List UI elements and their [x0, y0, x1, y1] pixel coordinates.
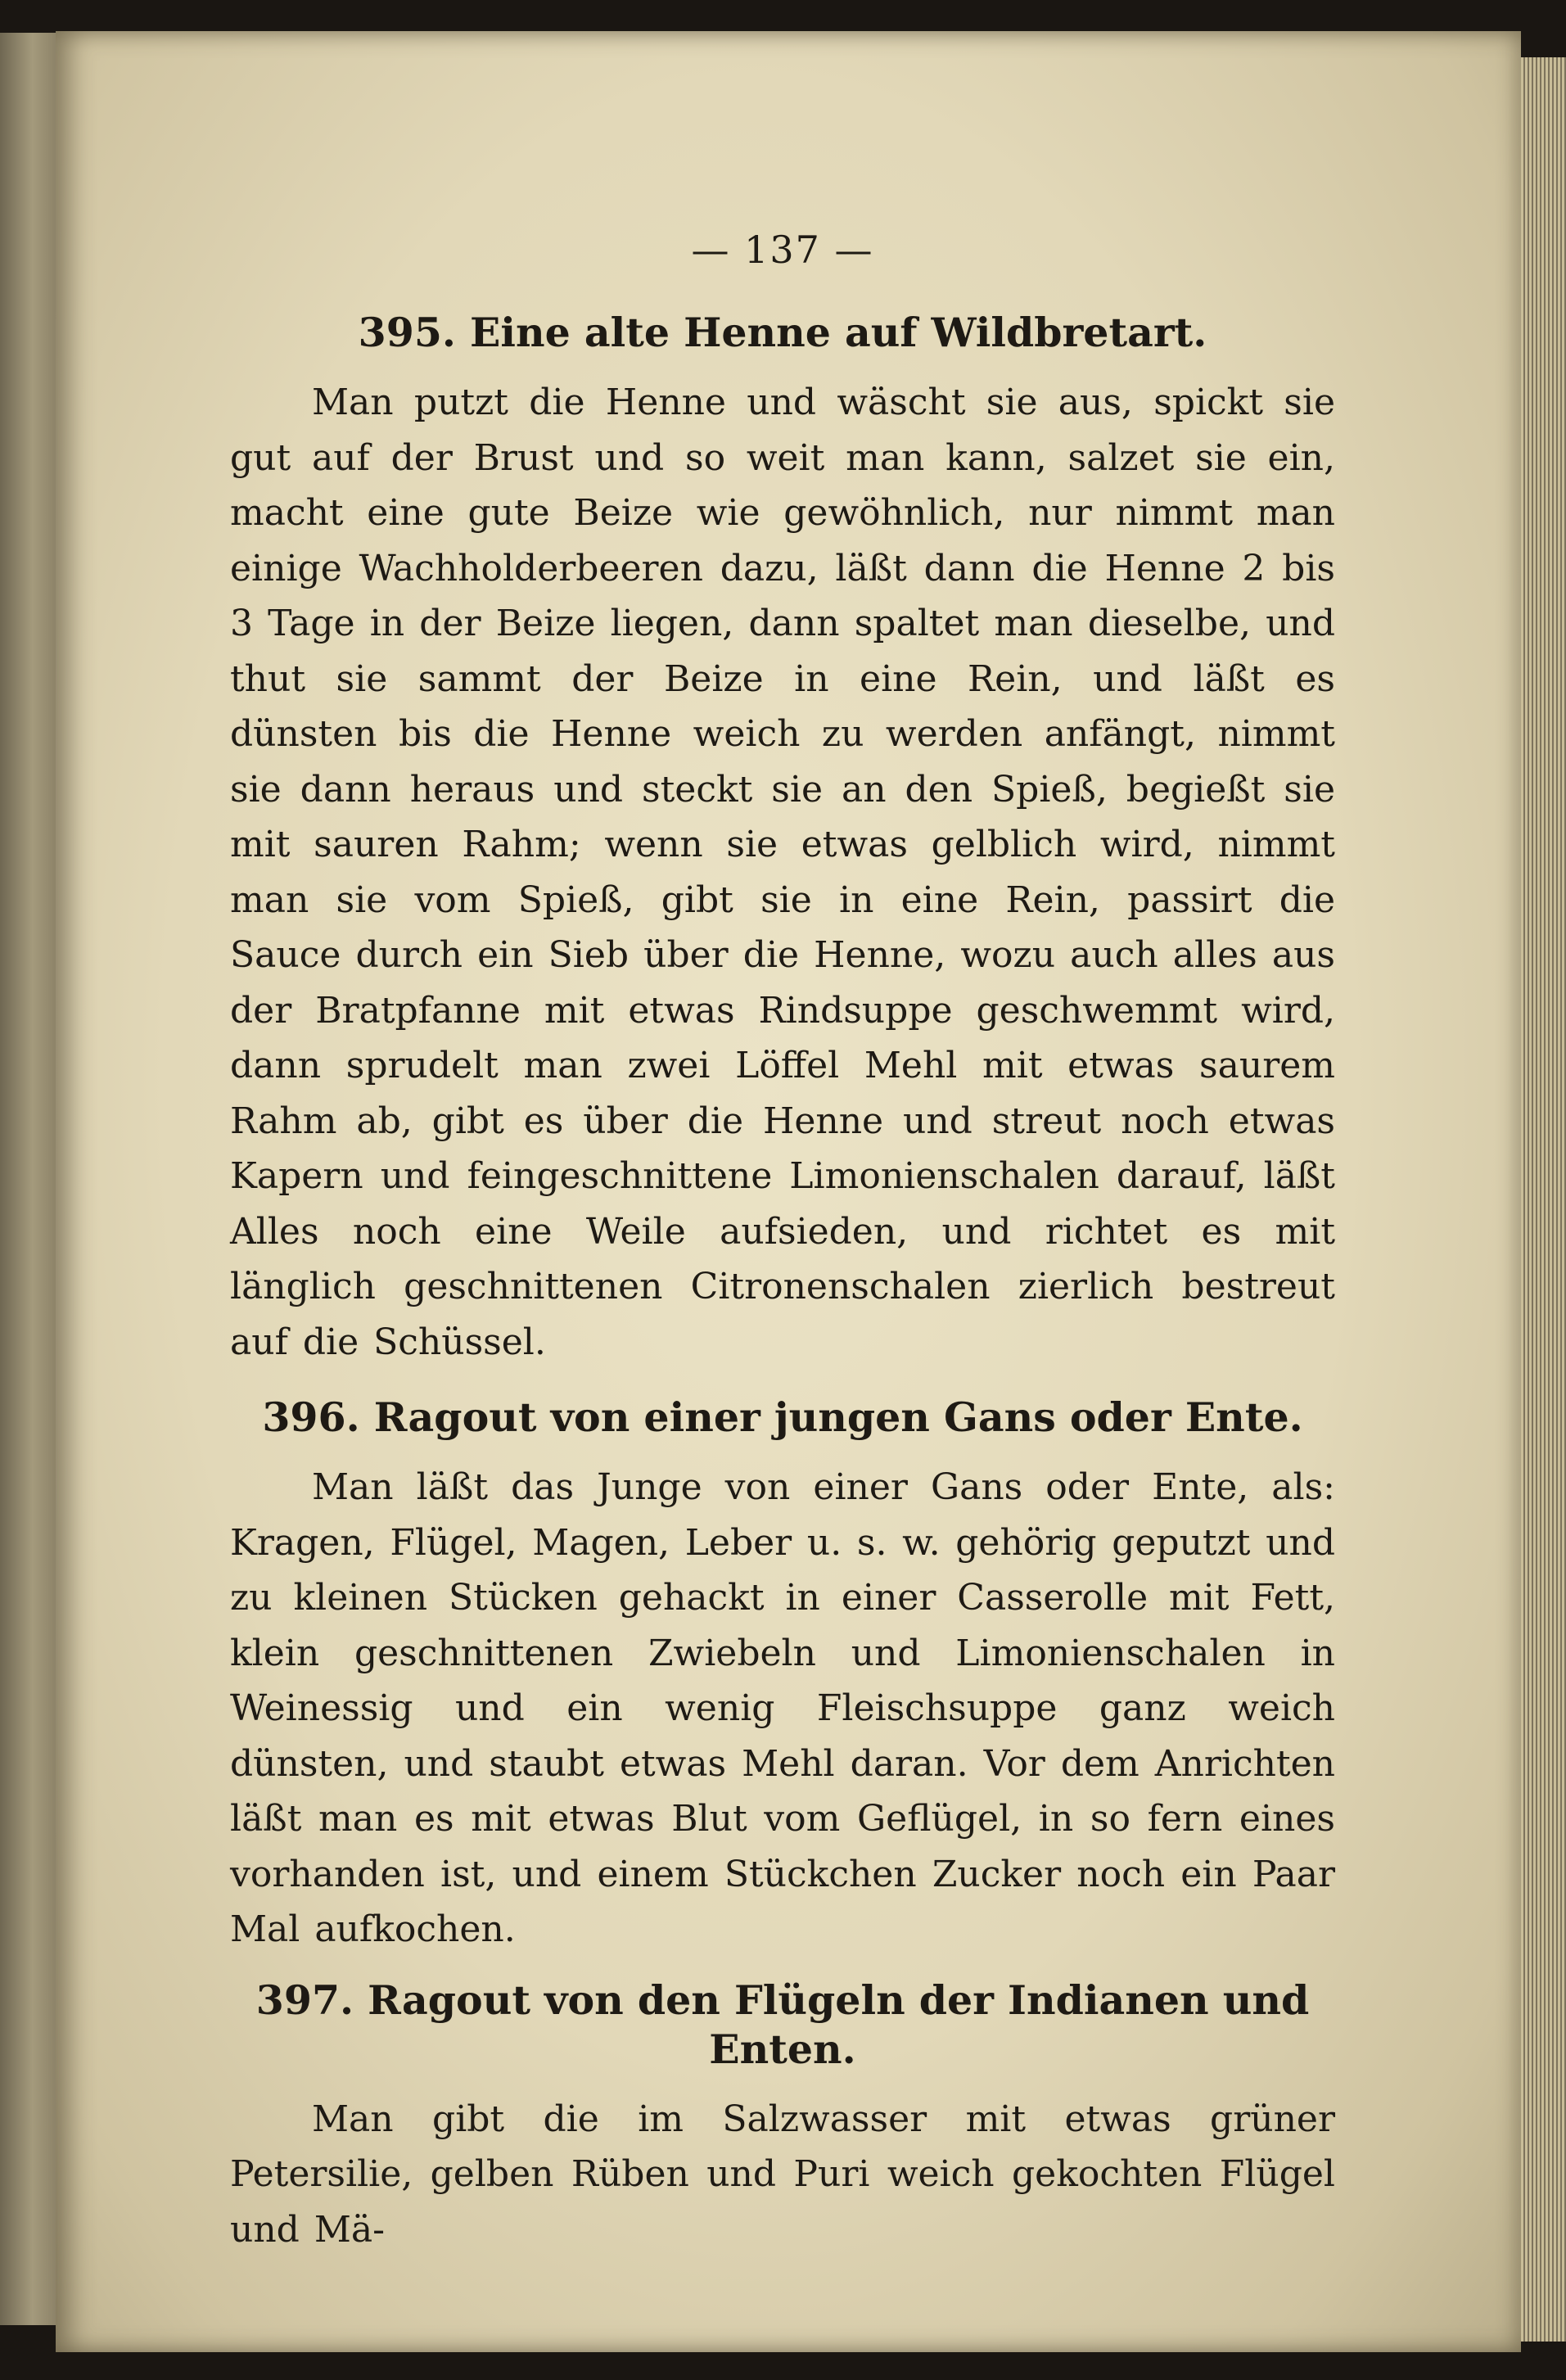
- recipe-heading: 397. Ragout von den Flügeln der Indianen und Enten.: [255, 1976, 1310, 2073]
- recipe-body: Man gibt die im Salzwasser mit etwas grüner Petersilie, gelben Rüben und Puri weich gekochten Flügel und Mä-: [230, 2098, 1335, 2251]
- recipe-body: Man putzt die Henne und wäscht sie aus, spickt sie gut auf der Brust und so weit man kann, salzet sie ein, macht eine gute Beize wie gewöhnlich, nur nimmt man einige Wachholderbeeren dazu, läßt dann die Henne 2 bis 3 Tage in der Beize liegen, dann spaltet man dieselbe, und thut sie sammt der Beize in eine Rein, und läßt es dünsten bis die Henne weich zu werden anfängt, nimmt sie dann heraus und steckt sie an den Spieß, begießt sie mit sauren Rahm; wenn sie etwas gelblich wird, nimmt man sie vom Spieß, gibt sie in eine Rein, passirt die Sauce durch ein Sieb über die Henne, wozu auch alles aus der Bratpfanne mit etwas Rindsuppe geschwemmt wird, dann sprudelt man zwei Löffel Mehl mit etwas saurem Rahm ab, gibt es über die Henne und streut noch etwas Kapern und feingeschnittene Limonienschalen darauf, läßt Alles noch eine Weile aufsieden, und richtet es mit länglich geschnittenen Citronenschalen zierlich bestreut auf die Schüssel.: [230, 382, 1335, 1363]
- text-block: [230, 228, 1335, 2280]
- recipe-396: [230, 1393, 1335, 1958]
- recipe-heading: 395. Eine alte Henne auf Wildbretart.: [358, 309, 1207, 356]
- recipe-397: [230, 1976, 1335, 2258]
- recipe-body: Man läßt das Junge von einer Gans oder Ente, als: Kragen, Flügel, Magen, Leber u. s. w. gehörig geputzt und zu kleinen Stücken gehackt in einer Casserolle mit Fett, klein geschnittenen Zwiebeln und Limonienschalen in Weinessig und ein wenig Fleischsuppe ganz weich dünsten, und staubt etwas Mehl daran. Vor dem Anrichten läßt man es mit etwas Blut vom Geflügel, in so fern eines vorhanden ist, und einem Stückchen Zucker noch ein Paar Mal aufkochen.: [230, 1466, 1335, 1950]
- book-page: [56, 31, 1521, 2352]
- recipe-395: [230, 308, 1335, 1370]
- recipe-heading: 396. Ragout von einer jungen Gans oder Ente.: [262, 1393, 1303, 1441]
- facing-page-edge: [0, 33, 61, 2325]
- page-number: — 137 —: [691, 228, 874, 272]
